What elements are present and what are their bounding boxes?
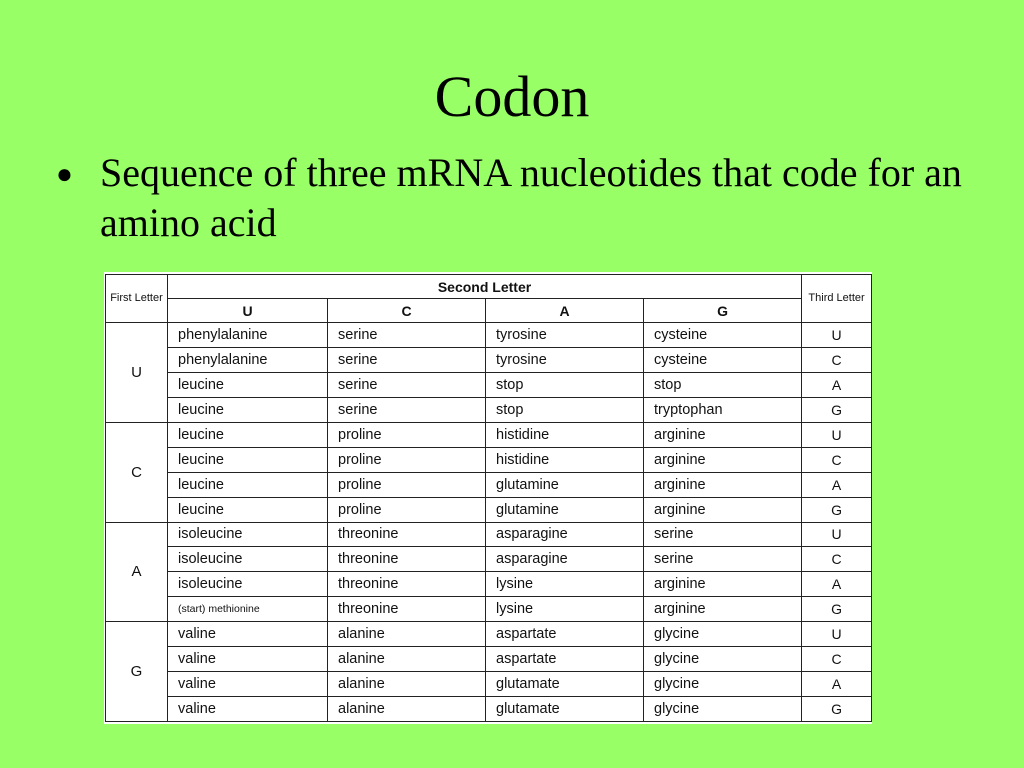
third-letter-cell: U <box>802 323 872 348</box>
slide-title: Codon <box>434 64 590 129</box>
amino-acid-cell: serine <box>328 347 486 372</box>
amino-acid-cell: arginine <box>644 497 802 522</box>
amino-acid-cell: serine <box>644 522 802 547</box>
amino-acid-cell: serine <box>328 323 486 348</box>
amino-acid-cell: serine <box>644 547 802 572</box>
table-row <box>106 372 872 397</box>
bullet-item <box>56 148 976 248</box>
codon-table-image <box>104 272 872 724</box>
amino-acid-cell: threonine <box>328 597 486 622</box>
amino-acid-cell: valine <box>168 622 328 647</box>
amino-acid-cell: glycine <box>644 697 802 722</box>
amino-acid-cell: threonine <box>328 522 486 547</box>
third-letter-cell: G <box>802 597 872 622</box>
amino-acid-cell: stop <box>644 372 802 397</box>
table-row <box>106 572 872 597</box>
third-letter-cell: A <box>802 472 872 497</box>
amino-acid-cell: proline <box>328 447 486 472</box>
amino-acid-cell: histidine <box>486 422 644 447</box>
amino-acid-cell: glycine <box>644 622 802 647</box>
amino-acid-cell: stop <box>486 397 644 422</box>
table-row <box>106 323 872 348</box>
third-letter-cell: A <box>802 372 872 397</box>
first-letter-cell: C <box>106 422 168 522</box>
table-row <box>106 622 872 647</box>
table-row <box>106 672 872 697</box>
amino-acid-cell: asparagine <box>486 547 644 572</box>
table-row <box>106 422 872 447</box>
first-letter-cell: A <box>106 522 168 622</box>
amino-acid-cell: threonine <box>328 572 486 597</box>
amino-acid-cell: leucine <box>168 397 328 422</box>
amino-acid-cell: threonine <box>328 547 486 572</box>
table-row <box>106 497 872 522</box>
second-letter-g: G <box>644 299 802 323</box>
second-letter-c: C <box>328 299 486 323</box>
amino-acid-cell: valine <box>168 647 328 672</box>
amino-acid-cell: alanine <box>328 672 486 697</box>
amino-acid-cell: lysine <box>486 572 644 597</box>
first-letter-header: First Letter <box>106 275 168 323</box>
amino-acid-cell: valine <box>168 697 328 722</box>
amino-acid-cell: (start) methionine <box>168 597 328 622</box>
amino-acid-cell: arginine <box>644 447 802 472</box>
amino-acid-cell: leucine <box>168 372 328 397</box>
amino-acid-cell: asparagine <box>486 522 644 547</box>
amino-acid-cell: alanine <box>328 697 486 722</box>
amino-acid-cell: tyrosine <box>486 323 644 348</box>
table-row <box>106 447 872 472</box>
amino-acid-cell: leucine <box>168 472 328 497</box>
amino-acid-cell: isoleucine <box>168 572 328 597</box>
amino-acid-cell: glutamate <box>486 672 644 697</box>
bullet-text: Sequence of three mRNA nucleotides that code for an amino acid <box>100 150 962 245</box>
amino-acid-cell: aspartate <box>486 622 644 647</box>
table-row <box>106 397 872 422</box>
third-letter-cell: U <box>802 522 872 547</box>
amino-acid-cell: cysteine <box>644 347 802 372</box>
second-letter-header: Second Letter <box>168 275 802 299</box>
third-letter-cell: U <box>802 422 872 447</box>
amino-acid-cell: arginine <box>644 472 802 497</box>
amino-acid-cell: arginine <box>644 422 802 447</box>
third-letter-cell: G <box>802 397 872 422</box>
amino-acid-cell: proline <box>328 422 486 447</box>
third-letter-cell: G <box>802 697 872 722</box>
table-row <box>106 472 872 497</box>
amino-acid-cell: glutamate <box>486 697 644 722</box>
third-letter-cell: A <box>802 572 872 597</box>
third-letter-cell: C <box>802 347 872 372</box>
amino-acid-cell: cysteine <box>644 323 802 348</box>
amino-acid-cell: leucine <box>168 497 328 522</box>
amino-acid-cell: glutamine <box>486 472 644 497</box>
amino-acid-cell: stop <box>486 372 644 397</box>
amino-acid-cell: isoleucine <box>168 547 328 572</box>
amino-acid-cell: glycine <box>644 672 802 697</box>
third-letter-cell: G <box>802 497 872 522</box>
amino-acid-cell: serine <box>328 372 486 397</box>
table-row <box>106 347 872 372</box>
amino-acid-cell: phenylalanine <box>168 323 328 348</box>
amino-acid-cell: glycine <box>644 647 802 672</box>
amino-acid-cell: histidine <box>486 447 644 472</box>
third-letter-cell: C <box>802 647 872 672</box>
amino-acid-cell: glutamine <box>486 497 644 522</box>
third-letter-header: Third Letter <box>802 275 872 323</box>
amino-acid-cell: serine <box>328 397 486 422</box>
amino-acid-cell: isoleucine <box>168 522 328 547</box>
amino-acid-cell: phenylalanine <box>168 347 328 372</box>
table-row <box>106 522 872 547</box>
amino-acid-cell: proline <box>328 497 486 522</box>
first-letter-cell: U <box>106 323 168 423</box>
third-letter-cell: A <box>802 672 872 697</box>
amino-acid-cell: arginine <box>644 597 802 622</box>
amino-acid-cell: alanine <box>328 622 486 647</box>
table-row <box>106 697 872 722</box>
amino-acid-cell: tyrosine <box>486 347 644 372</box>
second-letter-a: A <box>486 299 644 323</box>
amino-acid-cell: proline <box>328 472 486 497</box>
amino-acid-cell: valine <box>168 672 328 697</box>
amino-acid-cell: tryptophan <box>644 397 802 422</box>
amino-acid-cell: aspartate <box>486 647 644 672</box>
table-row <box>106 547 872 572</box>
amino-acid-cell: lysine <box>486 597 644 622</box>
third-letter-cell: U <box>802 622 872 647</box>
third-letter-cell: C <box>802 547 872 572</box>
first-letter-cell: G <box>106 622 168 722</box>
second-letter-u: U <box>168 299 328 323</box>
table-row <box>106 597 872 622</box>
amino-acid-cell: arginine <box>644 572 802 597</box>
third-letter-cell: C <box>802 447 872 472</box>
bullet-dot-icon: ● <box>56 159 73 190</box>
amino-acid-cell: leucine <box>168 422 328 447</box>
amino-acid-cell: alanine <box>328 647 486 672</box>
table-row <box>106 647 872 672</box>
codon-table <box>105 274 872 722</box>
amino-acid-cell: leucine <box>168 447 328 472</box>
